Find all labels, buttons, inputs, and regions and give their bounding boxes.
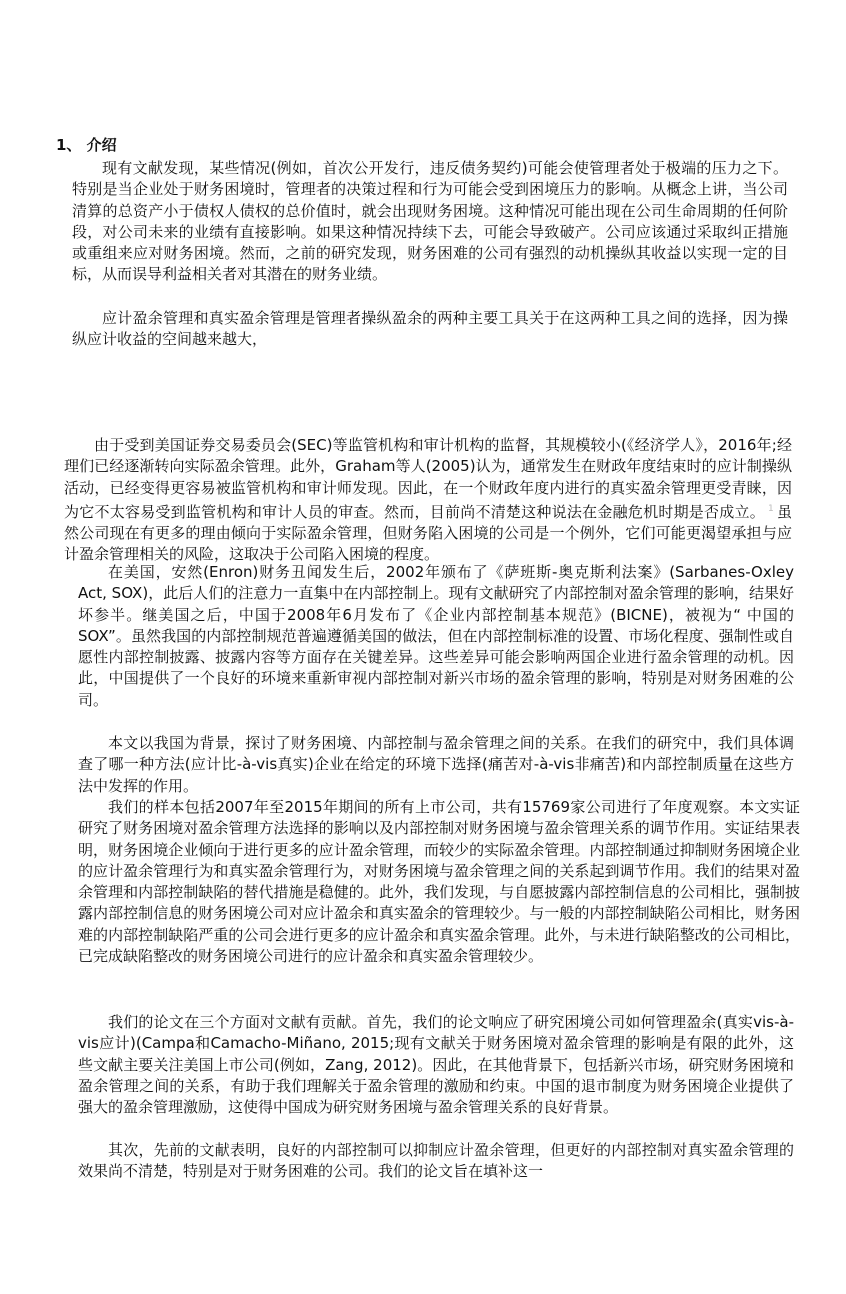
paragraph-earnings-tools: 应计盈余管理和真实盈余管理是管理者操纵盈余的两种主要工具关于在这两种工具之间的选择，因为操纵应计收益的空间越来越大，: [72, 309, 788, 349]
paragraph-sox-internal-control: 在美国，安然(Enron)财务丑闻发生后，2002年颁布了《萨班斯-奥克斯利法案》(Sarbanes-Oxley Act, SOX)，此后人们的注意力一直集中在内部控制上。现有文献研究了内部控制对盈余管理的影响，结果好坏参半。继美国之后，中国于2008年6月发布了《企业内部控制基本规范》(BICNE)，被视为“ 中国的SOX”。虽然我国的内部控制规范普遍遵循美国的做法，但在内部控制标准的设置、市场化程度、强制性或自愿性内部控制披露、披露内容等方面存在关键差异。这些差异可能会影响两国企业进行盈余管理的动机。因此，中国提供了一个良好的环境来重新审视内部控制对新兴市场的盈余管理的影响，特别是对财务困难的公司。: [78, 563, 794, 709]
paragraph-intro-distress: 现有文献发现，某些情况(例如，首次公开发行，违反债务契约)可能会使管理者处于极端的压力之下。特别是当企业处于财务困境时，管理者的决策过程和行为可能会受到困境压力的影响。从概念上讲，当公司清算的总资产小于债权人债权的总价值时，就会出现财务困境。这种情况可能出现在公司生命周期的任何阶段，对公司未来的业绩有直接影响。如果这种情况持续下去，可能会导致破产。公司应该通过采取纠正措施或重组来应对财务困境。然而，之前的研究发现，财务困难的公司有强烈的动机操纵其收益以实现一定的目标，从而误导利益相关者对其潜在的财务业绩。: [72, 159, 788, 284]
paragraph-sample-results: 我们的样本包括2007年至2015年期间的所有上市公司，共有15769家公司进行了年度观察。本文实证研究了财务困境对盈余管理方法选择的影响以及内部控制对财务困境与盈余管理关系的调节作用。实证结果表明，财务困境企业倾向于进行更多的应计盈余管理，而较少的实际盈余管理。内部控制通过抑制财务困境企业的应计盈余管理行为和真实盈余管理行为，对财务困境与盈余管理之间的关系起到调节作用。我们的结果对盈余管理和内部控制缺陷的替代措施是稳健的。此外，我们发现，与自愿披露内部控制信息的公司相比，强制披露内部控制信息的财务困境公司对应计盈余和真实盈余的管理较少。与一般的内部控制缺陷公司相比，财务困难的内部控制缺陷严重的公司会进行更多的应计盈余和真实盈余管理。此外，与未进行缺陷整改的公司相比，已完成缺陷整改的财务困境公司进行的应计盈余和真实盈余管理较少。: [78, 798, 800, 966]
section-heading: 1、 介绍: [56, 136, 117, 154]
paragraph-text-part: 虽然公司现在有更多的理由倾向于实际盈余管理，但财务陷入困境的公司是一个例外，它们可能更渴望承担与应计盈余管理相关的风险，这取决于公司陷入困境的程度。: [64, 502, 792, 564]
paragraph-regulatory-shift: [64, 435, 792, 566]
footnote-mark: 1: [768, 503, 774, 514]
paragraph-research-scope: 本文以我国为背景，探讨了财务困境、内部控制与盈余管理之间的关系。在我们的研究中，我们具体调查了哪一种方法(应计比-à-vis真实)企业在给定的环境下选择(痛苦对-à-vis非痛苦)和内部控制质量在这些方法中发挥的作用。: [78, 734, 794, 795]
paragraph-contribution-first: 我们的论文在三个方面对文献有贡献。首先，我们的论文响应了研究困境公司如何管理盈余(真实vis-à-vis应计)(Campa和Camacho-Miñano, 2015;现有文献关于财务困境对盈余管理的影响是有限的此外，这些文献主要关注美国上市公司(例如，Zang, 2012)。因此，在其他背景下，包括新兴市场，研究财务困境和盈余管理之间的关系，有助于我们理解关于盈余管理的激励和约束。中国的退市制度为财务困境企业提供了强大的盈余管理激励，这使得中国成为研究财务困境与盈余管理关系的良好背景。: [78, 1013, 794, 1117]
paragraph-text-part: 由于受到美国证券交易委员会(SEC)等监管机构和审计机构的监督，其规模较小(《经济学人》，2016年;经理们已经逐渐转向实际盈余管理。此外，Graham等人(2005)认为，通常发生在财政年度结束时的应计制操纵活动，已经变得更容易被监管机构和审计师发现。因此，在一个财政年度内进行的真实盈余管理更受青睐，因为它不太容易受到监管机构和审计人员的审查。然而，目前尚不清楚这种说法在金融危机时期是否成立。: [64, 436, 792, 521]
paragraph-contribution-second: 其次，先前的文献表明，良好的内部控制可以抑制应计盈余管理，但更好的内部控制对真实盈余管理的效果尚不清楚，特别是对于财务困难的公司。我们的论文旨在填补这一: [78, 1141, 794, 1181]
